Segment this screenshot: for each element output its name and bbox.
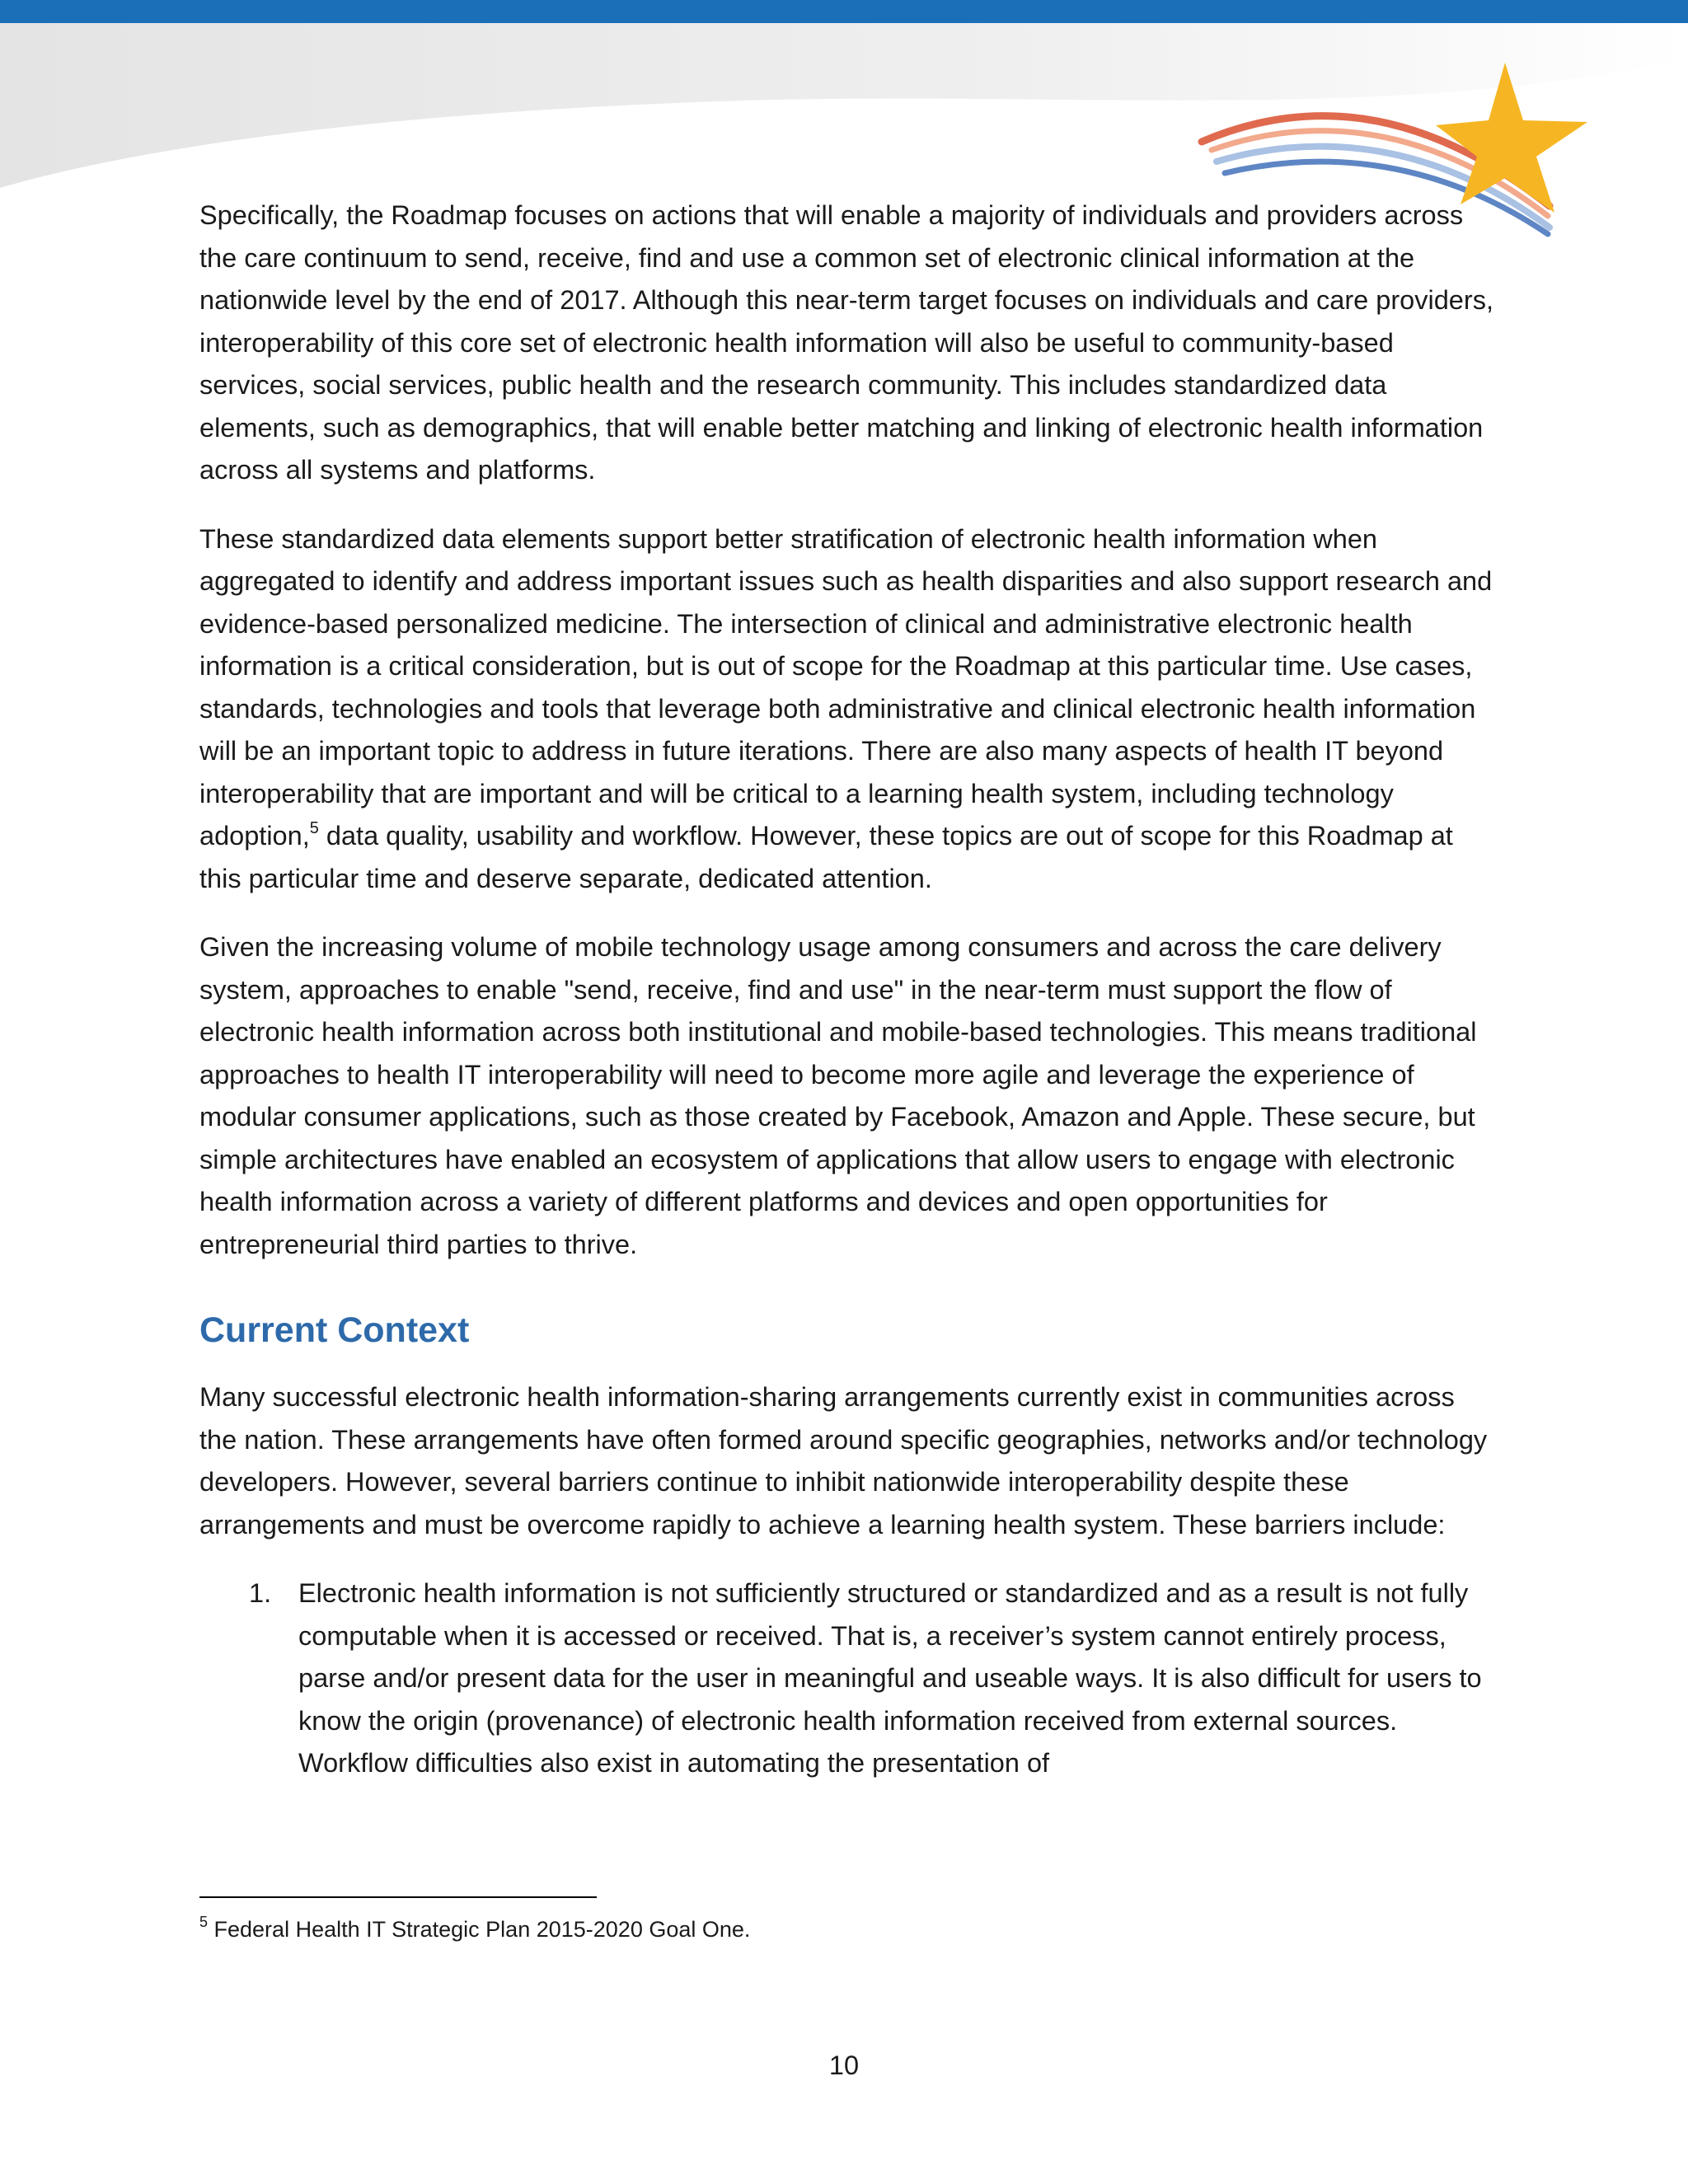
footnote	[199, 1914, 1436, 1945]
paragraph-text: These standardized data elements support better stratification of electronic health information when aggregated to identify and address important issues such as health disparities and also support research and evidence-based personalized medicine. The intersection of clinical and administrative electronic health information is a critical consideration, but is out of scope for the Roadmap at this particular time. Use cases, standards, technologies and tools that leverage both administrative and clinical electronic health information will be an important topic to address in future iterations. There are also many aspects of health IT beyond interoperability that are important and will be critical to a learning health system, including technology adoption,	[199, 523, 1493, 851]
list-number: 1.	[249, 1578, 272, 1608]
page-body	[199, 194, 1493, 1785]
page-number: 10	[828, 2050, 860, 2080]
body-paragraph	[199, 518, 1493, 901]
paragraph-text: data quality, usability and workflow. However, these topics are out of scope for this Roadmap at this particular time and deserve separate, dedicated attention.	[199, 821, 1453, 893]
footnote-text: Federal Health IT Strategic Plan 2015-2020 Goal One.	[208, 1917, 751, 1942]
body-paragraph: Specifically, the Roadmap focuses on actions that will enable a majority of individuals and providers across the care continuum to send, receive, find and use a common set of electronic clinical information at the nationwide level by the end of 2017. Although this near-term target focuses on individuals and care providers, interoperability of this core set of electronic health information will also be useful to community-based services, social services, public health and the research community. This includes standardized data elements, such as demographics, that will enable better matching and linking of electronic health information across all systems and platforms.	[199, 200, 1493, 485]
barriers-list	[199, 1572, 1493, 1785]
footnote-number: 5	[199, 1914, 209, 1930]
body-paragraph: Given the increasing volume of mobile technology usage among consumers and across the care delivery system, approaches to enable "send, receive, find and use" in the near-term must support the flow of electronic health information across both institutional and mobile-based technologies. This means traditional approaches to health IT interoperability will need to become more agile and leverage the experience of modular consumer applications, such as those created by Facebook, Amazon and Apple. These secure, but simple architectures have enabled an ecosystem of applications that allow users to engage with electronic health information across a variety of different platforms and devices and open opportunities for entrepreneurial third parties to thrive.	[199, 932, 1477, 1259]
list-item-text: Electronic health information is not sufficiently structured or standardized and as a result is not fully computable when it is accessed or received. That is, a receiver’s system cannot entirely process, parse and/or present data for the user in meaningful and useable ways. It is also difficult for users to know the origin (provenance) of electronic health information received from external sources. Workflow difficulties also exist in automating the presentation of	[298, 1578, 1482, 1778]
footnote-reference[interactable]: 5	[309, 819, 319, 837]
section-heading: Current Context	[199, 1310, 470, 1350]
footnote-divider	[199, 1896, 597, 1898]
section-intro: Many successful electronic health information-sharing arrangements currently exist in communities across the nation. These arrangements have often formed around specific geographies, networks and/or technology developers. However, several barriers continue to inhibit nationwide interoperability despite these arrangements and must be overcome rapidly to achieve a learning health system. These barriers include:	[199, 1382, 1488, 1540]
list-item	[199, 1572, 1493, 1785]
